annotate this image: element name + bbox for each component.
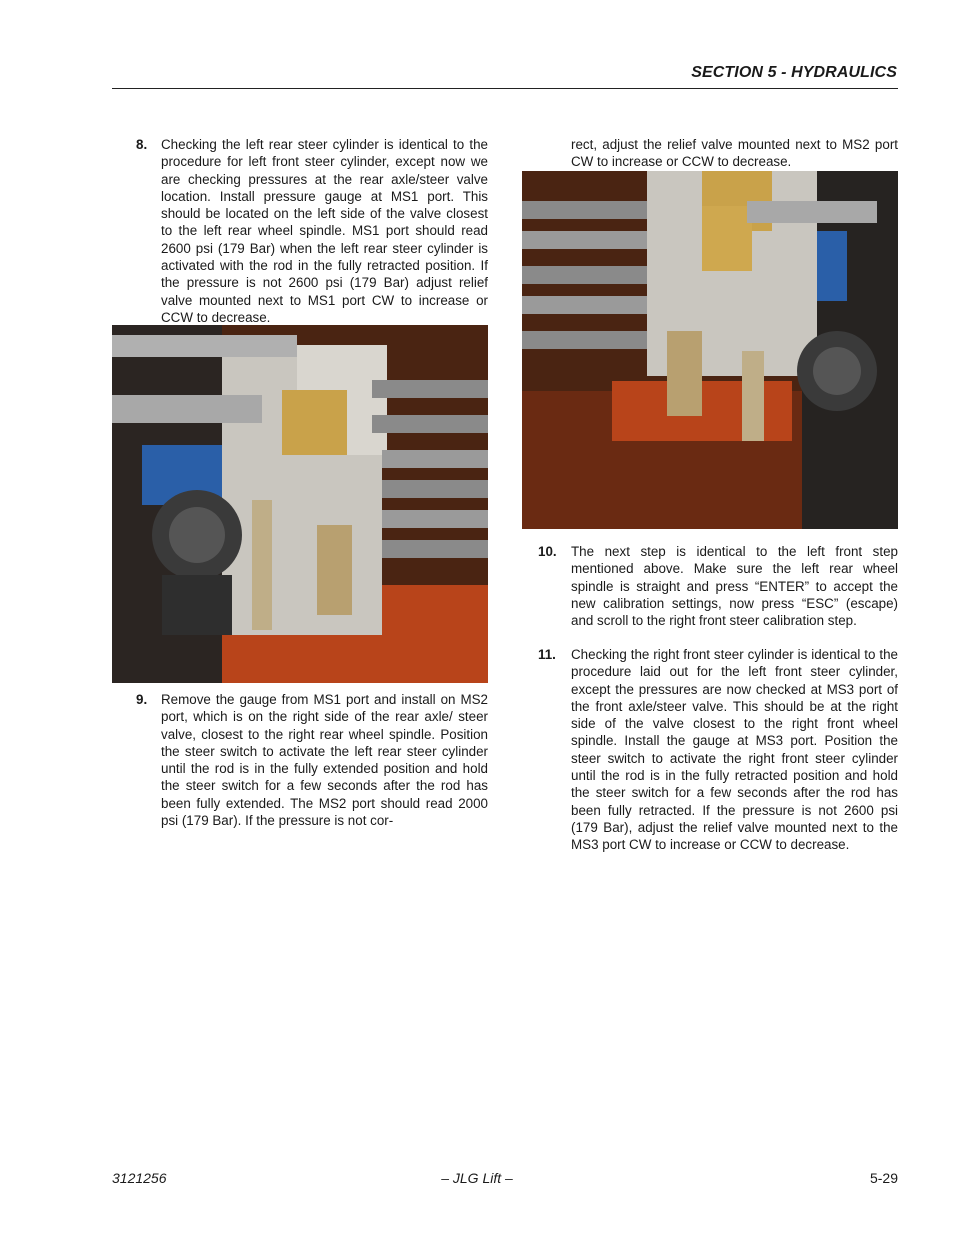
step-number: 10. [538, 544, 557, 559]
step-text: Checking the left rear steer cylinder is identical to the procedure for left front steer cylinder, except now we are checking pressures at the rear axle/steer valve location. Install pressure gauge at MS1 port. This should be located on the left side of the valve closest to the left rear wheel spindle. MS1 port should read 2600 psi (179 Bar) when the left rear steer cylinder is activated with the rod in the fully retracted position. If the pressure is not 2600 psi (179 Bar) adjust relief valve mounted next to MS1 port CW to increase or CCW to decrease. [161, 137, 488, 325]
valve-photo-right [522, 171, 898, 529]
step-text: Checking the right front steer cylinder is identical to the procedure laid out for the left front steer cylinder, except the pressures are now checked at MS3 port of the front axle/steer valve. This should be at the right side of the valve closest to the right front wheel spindle. Install the gauge at MS3 port. Position the steer switch to activate the right front steer cylinder until the rod is in the fully retracted position and hold the steer switch for a few seconds after the rod has been fully retracted. If the pressure is not 2600 psi (179 Bar), adjust the relief valve mounted next to the MS3 port CW to increase or CCW to decrease. [571, 647, 898, 853]
step-text: Remove the gauge from MS1 port and install on MS2 port, which is on the right side of the rear axle/ steer valve, closest to the right rear wheel spindle. Position the steer switch to activate the left rear steer cylinder until the rod is in the fully extended position and hold the steer switch for a few seconds after the rod has been fully extended. The MS2 port should read 2000 psi (179 Bar). If the pressure is not cor- [161, 692, 488, 829]
step-9 [136, 691, 488, 829]
step-9-continuation: rect, adjust the relief valve mounted next to MS2 port CW to increase or CCW to decrease. [571, 137, 898, 170]
step-11 [538, 646, 898, 854]
step-text: The next step is identical to the left front step mentioned above. Make sure the left rear wheel spindle is straight and press “ENTER” to accept the new calibration settings, now press “ESC” (escape) and scroll to the right front steer calibration step. [571, 544, 898, 629]
footer-publisher: – JLG Lift – [441, 1170, 513, 1186]
step-8 [136, 136, 488, 326]
header-rule [112, 88, 898, 89]
section-title: SECTION 5 - HYDRAULICS [691, 64, 897, 81]
step-number: 9. [136, 692, 148, 707]
step-number: 8. [136, 137, 148, 152]
valve-photo-left [112, 325, 488, 683]
step-10 [538, 543, 898, 629]
footer-doc-number: 3121256 [112, 1170, 167, 1186]
step-number: 11. [538, 647, 556, 662]
footer-page-number: 5-29 [869, 1170, 898, 1186]
